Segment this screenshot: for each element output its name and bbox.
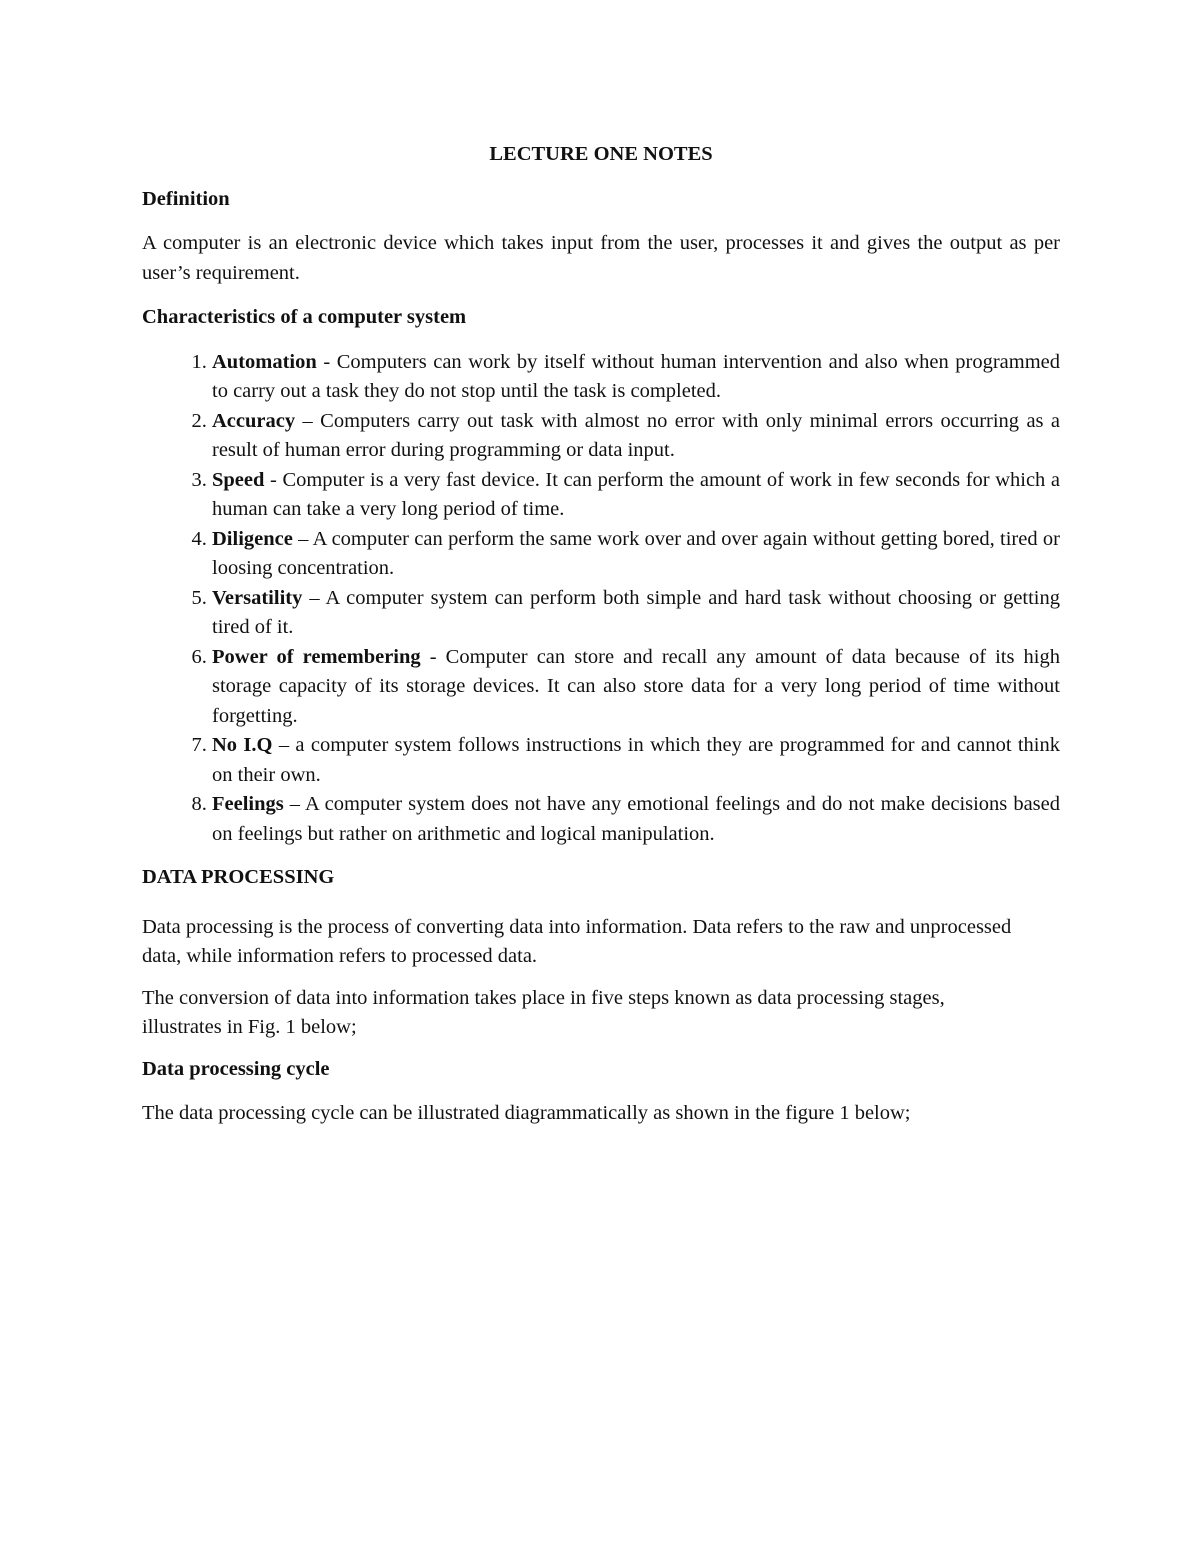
cycle-heading: Data processing cycle <box>142 1057 330 1080</box>
data-processing-paragraph-1: Data processing is the process of converting data into information. Data refers to the raw and unprocessed data, while information refers to processed data. <box>142 915 1012 967</box>
definition-paragraph: A computer is an electronic device which takes input from the user, processes it and gives the output as per user’s requirement. <box>142 232 1060 284</box>
description-versatility: A computer system can perform both simple and hard task without choosing or getting tired of it. <box>212 586 1061 638</box>
data-processing-paragraph-2: The conversion of data into information takes place in five steps known as data processing stages, illustrates in Fig. 1 below; <box>142 986 945 1038</box>
list-item-accuracy <box>212 407 1060 466</box>
description-speed: Computer is a very fast device. It can perform the amount of work in few seconds for which a human can take a very long period of time. <box>212 468 1061 520</box>
list-item-feelings <box>212 790 1060 849</box>
description-no-iq: a computer system follows instructions in which they are programmed for and cannot think on their own. <box>212 734 1061 786</box>
separator: – <box>302 586 326 609</box>
characteristics-heading: Characteristics of a computer system <box>142 306 467 328</box>
list-item-power-of-remembering <box>212 643 1060 732</box>
page-title: LECTURE ONE NOTES <box>489 143 713 165</box>
separator: – <box>272 734 296 756</box>
list-item-versatility <box>212 584 1060 643</box>
list-item-no-iq <box>212 731 1060 790</box>
list-item-speed <box>212 466 1060 525</box>
separator: - <box>316 350 337 373</box>
separator: – <box>295 409 321 432</box>
list-item-diligence <box>212 525 1060 584</box>
document-body <box>142 140 1060 1144</box>
characteristics-list <box>142 348 1060 850</box>
term-speed: Speed <box>212 468 265 491</box>
term-accuracy: Accuracy <box>212 409 296 432</box>
term-versatility: Versatility <box>212 586 303 609</box>
list-item-automation <box>212 348 1060 407</box>
separator: - <box>264 468 283 491</box>
term-feelings: Feelings <box>212 793 284 815</box>
cycle-paragraph: The data processing cycle can be illustrated diagrammatically as shown in the figure 1 below; <box>142 1102 911 1124</box>
term-power-of-remembering: Power of remembering <box>212 645 421 668</box>
term-diligence: Diligence <box>212 527 293 550</box>
term-no-iq: No I.Q <box>212 734 273 756</box>
separator: - <box>420 645 446 668</box>
data-processing-heading: DATA PROCESSING <box>142 866 335 888</box>
description-diligence: A computer can perform the same work over and over again without getting bored, tired or loosing concentration. <box>212 527 1060 579</box>
term-automation: Automation <box>212 350 317 373</box>
separator: – <box>283 793 305 815</box>
separator: – <box>292 527 313 550</box>
description-feelings: A computer system does not have any emotional feelings and do not make decisions based on feelings but rather on arithmetic and logical manipulation. <box>212 793 1060 845</box>
definition-heading: Definition <box>142 187 230 210</box>
description-accuracy: Computers carry out task with almost no error with only minimal errors occurring as a result of human error during programming or data input. <box>212 409 1060 461</box>
description-power-of-remembering: Computer can store and recall any amount of data because of its high storage capacity of its storage devices. It can also store data for a very long period of time without forgetting. <box>212 645 1060 727</box>
description-automation: Computers can work by itself without human intervention and also when programmed to carry out a task they do not stop until the task is completed. <box>212 350 1061 402</box>
